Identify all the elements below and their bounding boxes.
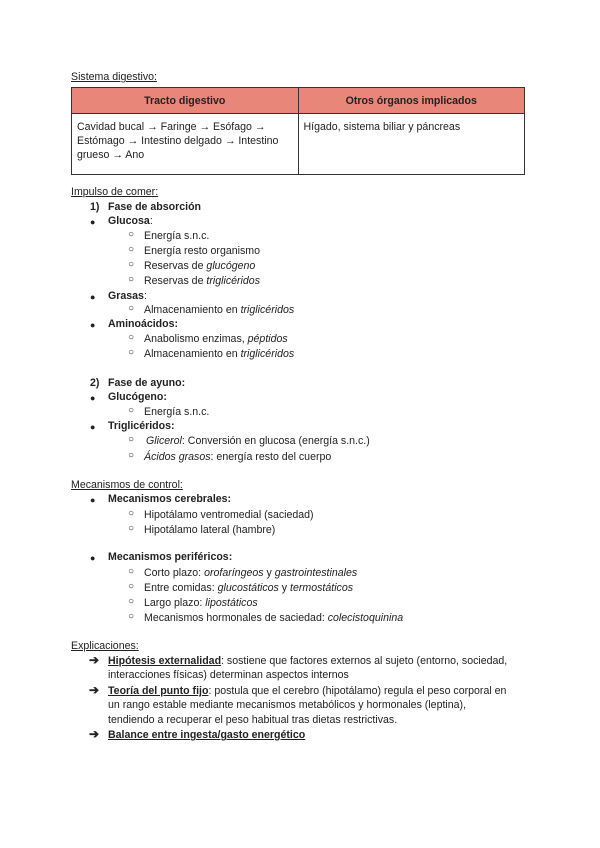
arrow-right-icon: ➔: [89, 727, 100, 741]
digestive-table: [71, 87, 525, 175]
text: Reservas de: [144, 260, 207, 272]
italic-term: triglicéridos: [240, 304, 295, 316]
bullet-circle-icon: ○: [128, 611, 135, 622]
text: y: [278, 582, 291, 594]
table-header-row: [72, 88, 525, 114]
text: : postula que el cerebro (hipotálamo) regula el peso corporal en: [208, 685, 507, 697]
list-item-perifericos: Mecanismos periféricos:: [108, 551, 233, 563]
bullet-circle-icon: ○: [128, 508, 135, 519]
list-item: [144, 567, 357, 580]
explanation-title: Hipótesis externalidad: [108, 655, 222, 667]
list-item: [144, 597, 258, 610]
table-header-tracto: Tracto digestivo: [72, 88, 299, 114]
italic-term: Glicerol: [146, 435, 182, 447]
italic-term: triglicéridos: [240, 348, 295, 360]
bullet-circle-icon: ○: [128, 434, 135, 445]
table-row: [72, 114, 525, 175]
cell-line: Estómago → Intestino delgado → Intestino: [77, 135, 279, 147]
list-item-glucogeno: Glucógeno:: [108, 391, 167, 403]
text: y: [263, 567, 275, 579]
list-item: [146, 435, 370, 448]
bullet-disc-icon: ●: [90, 553, 96, 563]
text: Anabolismo enzimas,: [144, 333, 248, 345]
bullet-circle-icon: ○: [128, 523, 135, 534]
colon: :: [143, 290, 147, 302]
bullet-disc-icon: ●: [90, 292, 96, 302]
text: : Conversión en glucosa (energía s.n.c.): [181, 435, 370, 447]
table-cell-tracto: [72, 114, 299, 175]
bullet-disc-icon: ●: [90, 422, 96, 432]
explanation-line: un rango estable mediante mecanismos metabólicos y hormonales (leptina),: [108, 699, 467, 711]
explanation-title: Teoría del punto fijo: [108, 685, 209, 697]
bullet-circle-icon: ○: [128, 596, 135, 607]
arrow-right-icon: ➔: [89, 653, 100, 667]
italic-term: orofaríngeos: [204, 567, 264, 579]
text: : energía resto del cuerpo: [210, 451, 332, 463]
table-header-organos: Otros órganos implicados: [298, 88, 525, 114]
list-item-aminoacidos: Aminoácidos:: [108, 318, 179, 330]
italic-term: Ácidos grasos: [144, 451, 211, 463]
section-heading-digestive: Sistema digestivo:: [71, 71, 157, 83]
text: Almacenamiento en: [144, 348, 241, 360]
arrow-right-icon: ➔: [89, 683, 100, 697]
bullet-disc-icon: ●: [90, 320, 96, 330]
bullet-circle-icon: ○: [128, 581, 135, 592]
bullet-circle-icon: ○: [128, 566, 135, 577]
italic-term: triglicéridos: [206, 275, 260, 287]
text: Entre comidas:: [144, 582, 218, 594]
text: Reservas de: [144, 275, 207, 287]
bullet-circle-icon: ○: [128, 274, 135, 285]
list-item: [144, 333, 288, 346]
phase-number: 2): [90, 377, 100, 389]
list-item-cerebrales: Mecanismos cerebrales:: [108, 493, 232, 505]
list-item-glucosa: [108, 215, 153, 228]
phase-number: 1): [90, 201, 100, 213]
phase-title-absorcion: Fase de absorción: [108, 201, 202, 213]
bullet-circle-icon: ○: [128, 244, 135, 255]
explanation-externalidad: [108, 655, 507, 668]
text: Mecanismos hormonales de saciedad:: [144, 612, 328, 624]
section-heading-explicaciones: Explicaciones:: [71, 640, 139, 652]
text: Almacenamiento en: [144, 304, 241, 316]
cell-line: Cavidad bucal → Faringe → Esófago →: [77, 121, 266, 133]
italic-term: lipostáticos: [205, 597, 258, 609]
bullet-circle-icon: ○: [128, 259, 135, 270]
list-item: Energía s.n.c.: [144, 406, 210, 418]
list-item-trigliceridos: Triglicéridos:: [108, 420, 175, 432]
explanation-line: interacciones físicas) determinan aspectos internos: [108, 669, 349, 681]
explanation-balance: Balance entre ingesta/gasto energético: [108, 729, 306, 741]
italic-term: termostáticos: [290, 582, 354, 594]
bullet-disc-icon: ●: [90, 217, 96, 227]
bullet-circle-icon: ○: [128, 405, 135, 416]
list-item: Hipotálamo lateral (hambre): [144, 524, 276, 536]
table-cell-organos: Hígado, sistema biliar y páncreas: [298, 114, 525, 175]
term: Grasas: [108, 290, 144, 302]
section-heading-impulso: Impulso de comer:: [71, 186, 159, 198]
list-item: Energía resto organismo: [144, 245, 261, 257]
text: : sostiene que factores externos al sujeto (entorno, sociedad,: [221, 655, 508, 667]
italic-term: glucostáticos: [217, 582, 279, 594]
list-item: [144, 348, 294, 361]
bullet-circle-icon: ○: [128, 450, 135, 461]
explanation-line: tendiendo a recuperar el peso habitual tras dietas restrictivas.: [108, 714, 398, 726]
list-item: [144, 612, 403, 625]
italic-term: glucógeno: [206, 260, 256, 272]
list-item-grasas: [108, 290, 147, 303]
bullet-circle-icon: ○: [128, 229, 135, 240]
phase-title-ayuno: Fase de ayuno:: [108, 377, 186, 389]
bullet-circle-icon: ○: [128, 347, 135, 358]
bullet-circle-icon: ○: [128, 332, 135, 343]
list-item: [144, 275, 260, 288]
text: Largo plazo:: [144, 597, 206, 609]
cell-line: grueso → Ano: [77, 149, 145, 161]
text: Corto plazo:: [144, 567, 205, 579]
bullet-circle-icon: ○: [128, 303, 135, 314]
term: Glucosa: [108, 215, 150, 227]
list-item: [144, 451, 331, 464]
list-item: [144, 260, 255, 273]
italic-term: péptidos: [247, 333, 288, 345]
list-item: Hipotálamo ventromedial (saciedad): [144, 509, 314, 521]
list-item: Energía s.n.c.: [144, 230, 210, 242]
list-item: [144, 304, 294, 317]
explanation-punto-fijo: [108, 685, 506, 698]
section-heading-control: Mecanismos de control:: [71, 479, 183, 491]
list-item: [144, 582, 353, 595]
italic-term: colecistoquinina: [327, 612, 404, 624]
bullet-disc-icon: ●: [90, 393, 96, 403]
italic-term: gastrointestinales: [274, 567, 358, 579]
bullet-disc-icon: ●: [90, 495, 96, 505]
colon: :: [149, 215, 153, 227]
